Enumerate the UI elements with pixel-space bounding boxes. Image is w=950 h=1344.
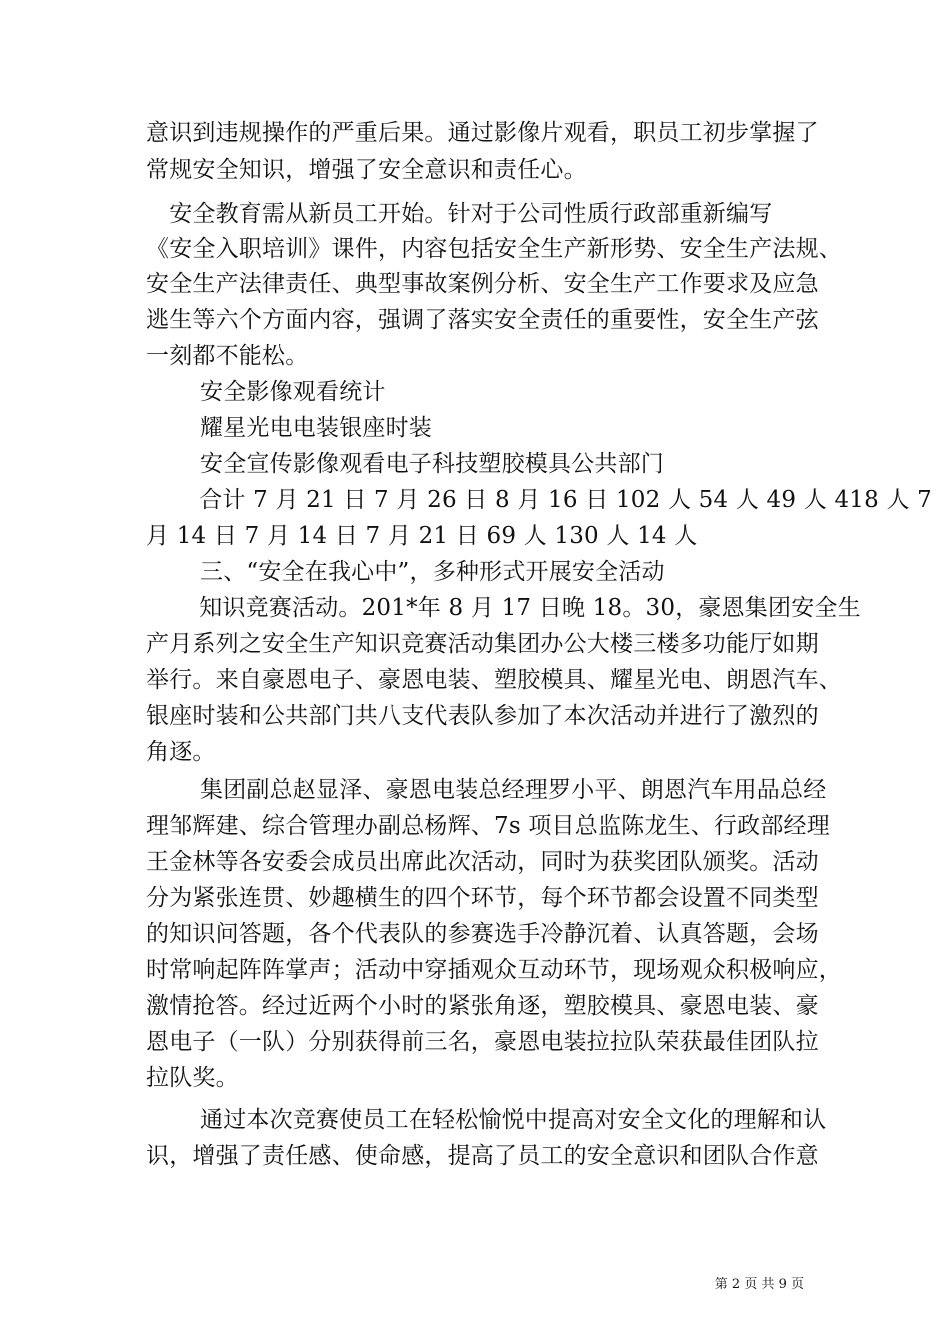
text-line: 的知识问答题，各个代表队的参赛选手冷静沉着、认真答题，会场 bbox=[146, 921, 819, 947]
text-line: 银座时装和公共部门共八支代表队参加了本次活动并进行了激烈的 bbox=[146, 703, 819, 729]
text-line: 分为紧张连贯、妙趣横生的四个环节，每个环节都会设置不同类型 bbox=[146, 885, 819, 911]
text-line: 三、“安全在我心中”，多种形式开展安全活动 bbox=[200, 559, 665, 585]
text-line: 理邹辉建、综合管理办副总杨辉、7s 项目总监陈龙生、行政部经理 bbox=[146, 813, 830, 839]
text-line: 安全影像观看统计 bbox=[200, 379, 386, 405]
text-line: 安全生产法律责任、典型事故案例分析、安全生产工作要求及应急 bbox=[146, 271, 819, 297]
text-line: 意识到违规操作的严重后果。通过影像片观看，职员工初步掌握了 bbox=[146, 120, 819, 146]
text-line: 时常响起阵阵掌声；活动中穿插观众互动环节，现场观众积极响应， bbox=[146, 957, 842, 983]
text-line: 逃生等六个方面内容，强调了落实安全责任的重要性，安全生产弦 bbox=[146, 307, 819, 333]
text-line: 耀星光电电装银座时装 bbox=[200, 415, 432, 441]
text-line: 通过本次竞赛使员工在轻松愉悦中提高对安全文化的理解和认 bbox=[200, 1107, 827, 1133]
text-line: 王金林等各安委会成员出席此次活动，同时为获奖团队颁奖。活动 bbox=[146, 849, 819, 875]
text-line: 安全宣传影像观看电子科技塑胶模具公共部门 bbox=[200, 451, 664, 477]
text-line: 恩电子（一队）分别获得前三名，豪恩电装拉拉队荣获最佳团队拉 bbox=[146, 1029, 819, 1055]
text-line: 月 14 日 7 月 14 日 7 月 21 日 69 人 130 人 14 人 bbox=[146, 523, 698, 549]
text-line: 拉队奖。 bbox=[146, 1065, 239, 1091]
text-line: 角逐。 bbox=[146, 739, 216, 765]
text-line: 一刻都不能松。 bbox=[146, 343, 309, 369]
text-line: 安全教育需从新员工开始。针对于公司性质行政部重新编写 bbox=[146, 201, 773, 227]
text-line: 激情抢答。经过近两个小时的紧张角逐，塑胶模具、豪恩电装、豪 bbox=[146, 993, 819, 1019]
text-line: 集团副总赵显泽、豪恩电装总经理罗小平、朗恩汽车用品总经 bbox=[200, 777, 827, 803]
text-line: 举行。来自豪恩电子、豪恩电装、塑胶模具、耀星光电、朗恩汽车、 bbox=[146, 667, 842, 693]
text-line: 常规安全知识，增强了安全意识和责任心。 bbox=[146, 157, 587, 183]
text-line: 知识竞赛活动。201*年 8 月 17 日晚 18。30，豪恩集团安全生 bbox=[176, 595, 861, 621]
text-line: 《安全入职培训》课件，内容包括安全生产新形势、安全生产法规、 bbox=[146, 236, 842, 262]
text-line: 识，增强了责任感、使命感，提高了员工的安全意识和团队合作意 bbox=[146, 1143, 819, 1169]
page-number: 第 2 页 共 9 页 bbox=[714, 1277, 804, 1292]
text-line: 合计 7 月 21 日 7 月 26 日 8 月 16 日 102 人 54 人 49 人 418 人 7 bbox=[176, 487, 932, 513]
text-line: 产月系列之安全生产知识竞赛活动集团办公大楼三楼多功能厅如期 bbox=[146, 631, 819, 657]
